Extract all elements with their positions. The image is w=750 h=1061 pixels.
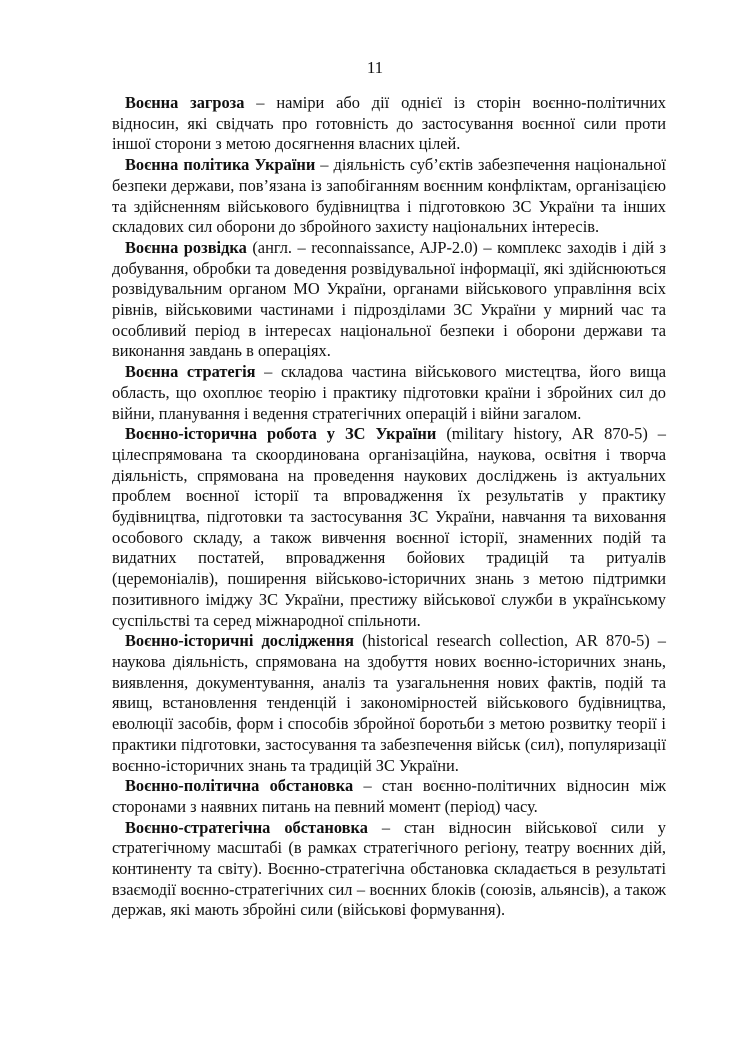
entry-definition: – стан воєнно-політичних відносин між сторонами з наявних питань на певний момент (період) часу. [112, 776, 666, 816]
entry-definition: – складова частина військового мистецтва, його вища область, що охоплює теорію і практику підготовки країни і збройних сил до війни, планування і ведення стратегічних операцій і війни загалом. [112, 362, 666, 423]
entry-definition: – діяльність суб’єктів забезпечення національної безпеки держави, пов’язана із запобіганням воєнним конфліктам, організацією та здійсненням військового будівництва і підготовкою ЗС України та інших складових сил оборони до збройного захисту національних інтересів. [112, 155, 666, 237]
entry-term: Воєнно-стратегічна обстановка [125, 817, 368, 837]
glossary-entry-military-political-situation [112, 776, 666, 817]
entry-definition: (англ. – reconnaissance, AJP-2.0) – комплекс заходів і дій з добування, обробки та доведення розвідувальної інформації, які здійснюються розвідувальним органом МО України, органами військового управління всіх рівнів, військовими частинами і підрозділами ЗС України у мирний час та особливий період в інтересах національної безпеки і оборони держави та виконання завдань в операціях. [112, 237, 666, 361]
entry-term: Воєнно-історичні дослідження [125, 631, 354, 651]
entry-term: Воєнна розвідка [125, 237, 247, 257]
page-number: 11 [366, 58, 384, 77]
document-body [112, 93, 666, 921]
entry-term: Воєнна стратегія [125, 362, 256, 382]
entry-definition: – стан відносин військової сили у стратегічному масштабі (в рамках стратегічного регіону, театру воєнних дій, континенту та світу). Воєнно-стратегічна обстановка складається в результаті взаємодії воєнно-стратегічних сил – воєнних блоків (союзів, альянсів), а також держав, які мають збройні сили (військові формування). [112, 817, 666, 920]
entry-term: Воєнно-політична обстановка [125, 776, 354, 796]
entry-definition: (military history, AR 870-5) – цілеспрямована та скоординована організаційна, наукова, освітня і творча діяльність, спрямована на проведення наукових досліджень із актуальних проблем воєнної історії та впровадження їх результатів у практику будівництва, підготовки та застосування ЗС України, навчання та виховання особового складу, а також вивчення воєнної історії, знаменних подій та видатних постатей, впровадження бойових традицій та ритуалів (церемоніалів), поширення військово-історичних знань з метою підтримки позитивного іміджу ЗС України, престижу військової служби в українському суспільстві та серед міжнародної спільноти. [112, 424, 666, 630]
glossary-entry-military-threat [112, 93, 666, 155]
entry-term: Воєнна загроза [125, 93, 245, 112]
glossary-entry-military-reconnaissance [112, 238, 666, 362]
entry-term: Воєнна політика України [125, 155, 316, 175]
glossary-entry-military-history-research [112, 631, 666, 776]
glossary-entry-military-strategic-situation [112, 818, 666, 922]
entry-term: Воєнно-історична робота у ЗС України [125, 424, 437, 444]
glossary-entry-military-history-work [112, 424, 666, 631]
entry-definition: (historical research collection, AR 870-5) – наукова діяльність, спрямована на здобуття нових воєнно-історичних знань, виявлення, документування, аналіз та узагальнення нових фактів, подій та явищ, встановлення тенденцій і закономірностей військового будівництва, еволюції засобів, форм і способів збройної боротьби з метою розвитку теорії і практики підготовки, застосування та забезпечення військ (сил), популяризації воєнно-історичних знань та традицій ЗС України. [112, 631, 667, 775]
glossary-entry-military-strategy [112, 362, 666, 424]
entry-definition: – наміри або дії однієї із сторін воєнно-політичних відносин, які свідчать про готовність до застосування воєнної сили проти іншої сторони з метою досягнення власних цілей. [112, 93, 666, 154]
glossary-entry-military-policy [112, 155, 666, 238]
